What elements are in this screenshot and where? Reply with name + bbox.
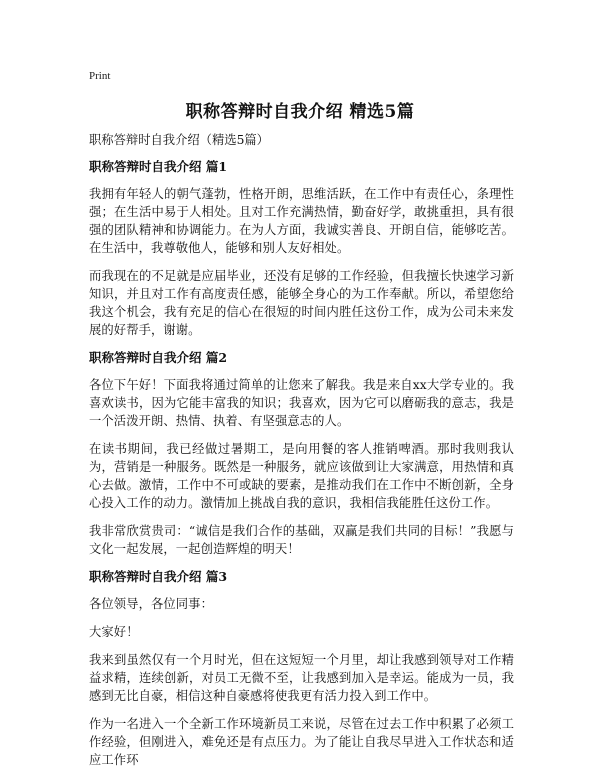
section-heading-3: 职称答辩时自我介绍 篇3: [89, 569, 228, 584]
paragraph: 我拥有年轻人的朝气蓬勃，性格开朗，思维活跃，在工作中有责任心，条理性强；在生活中易于人相处。且对工作充满热情，勤奋好学，敢挑重担，具有很强的团队精神和协调能力。在为人方面，我诚实善良、开朗自信，能够吃苦。在生活中，我尊敬他人，能够和别人友好相处。: [89, 187, 514, 255]
paragraph: 而我现在的不足就是应届毕业，还没有足够的工作经验，但我擅长快速学习新知识，并且对工作有高度责任感，能够全身心的为工作奉献。所以，希望您给我这个机会，我有充足的信心在很短的时间内胜任这份工作，成为公司未来发展的好帮手，谢谢。: [89, 269, 514, 337]
paragraph: 各位下午好！下面我将通过简单的让您来了解我。我是来自xx大学专业的。我喜欢读书，因为它能丰富我的知识；我喜欢，因为它可以磨砺我的意志，我是一个活泼开朗、热情、执着、有坚强意志的人。: [89, 378, 514, 428]
paragraph: 在读书期间，我已经做过暑期工，是向用餐的客人推销啤酒。那时我则我认为，营销是一种服务。既然是一种服务，就应该做到让大家满意，用热情和真心去做。激情，工作中不可或缺的要素，是推动我们在工作中不断创新，全身心投入工作的动力。激情加上挑战自我的意识，我相信我能胜任这份工作。: [89, 442, 514, 510]
paragraph: 大家好！: [89, 625, 139, 639]
document-body: [89, 131, 514, 779]
print-link[interactable]: Print: [89, 70, 111, 82]
paragraph: 我来到虽然仅有一个月时光，但在这短短一个月里，却让我感到领导对工作精益求精，连续创新，对员工无微不至，让我感到加入是幸运。能成为一员，我感到无比自豪，相信这种自豪感将使我更有活力投入到工作中。: [89, 653, 514, 703]
section-heading-1: 职称答辩时自我介绍 篇1: [89, 159, 228, 174]
paragraph: 各位领导，各位同事：: [89, 597, 213, 611]
section-heading-2: 职称答辩时自我介绍 篇2: [89, 350, 228, 365]
paragraph: 作为一名进入一个全新工作环境新员工来说，尽管在过去工作中积累了必须工作经验，但刚进入，难免还是有点压力。为了能让自我尽早进入工作状态和适应工作环: [89, 717, 514, 767]
document-subtitle: 职称答辩时自我介绍（精选5篇）: [89, 133, 269, 147]
page-title: 职称答辩时自我介绍 精选5篇: [185, 102, 415, 122]
paragraph: 我非常欣赏贵司：“诚信是我们合作的基础，双赢是我们共同的目标！”我愿与文化一起发展，一起创造辉煌的明天！: [89, 524, 514, 556]
